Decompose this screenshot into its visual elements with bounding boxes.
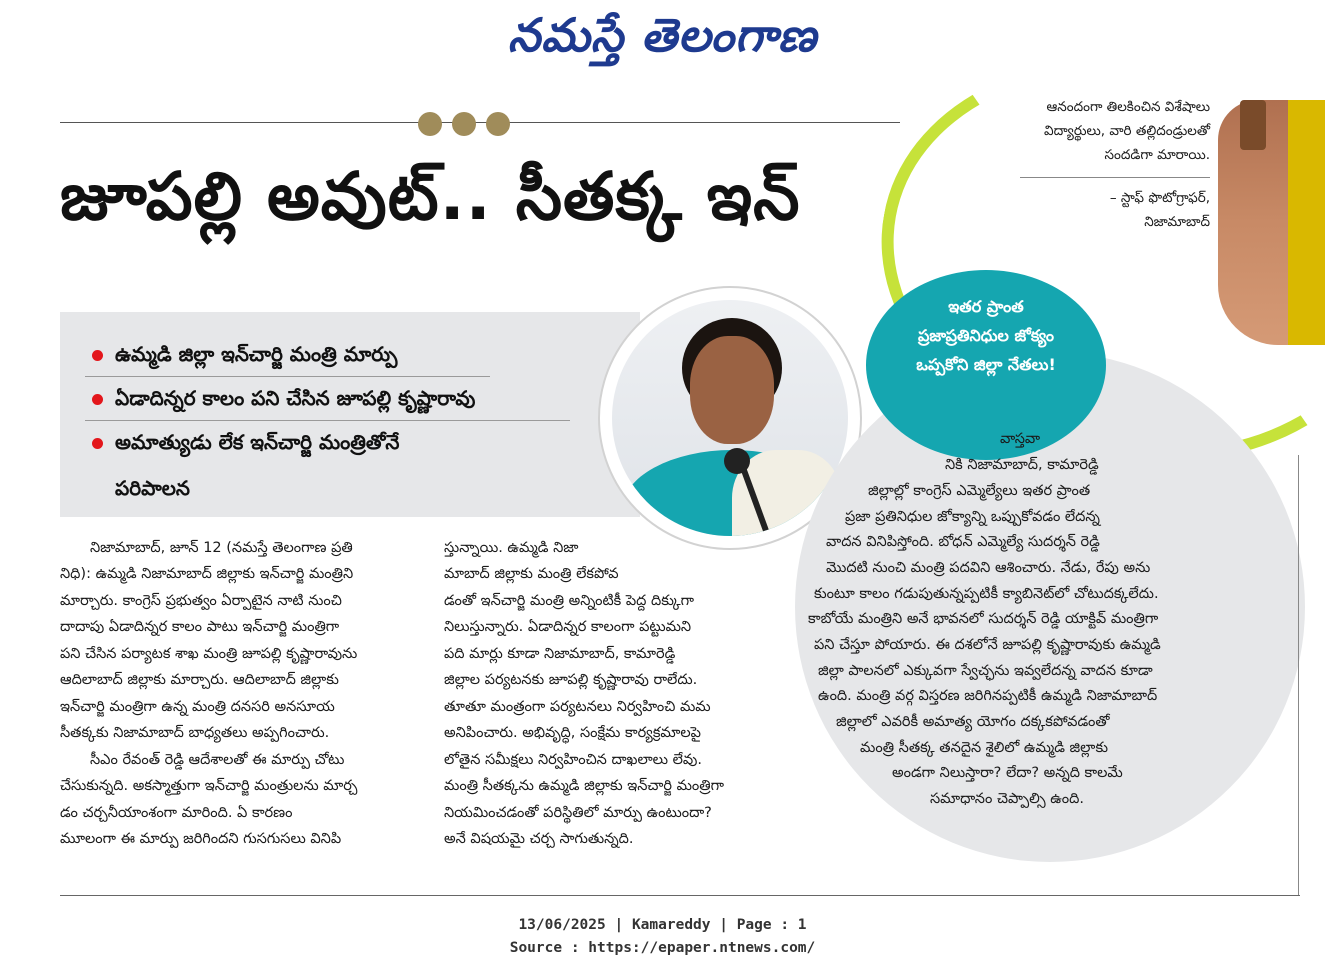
article-line: ప్రజా ప్రతినిధుల జోక్యాన్ని ఒప్పుకోవడం లేదన్న [845, 509, 1100, 525]
article-line: వాదన వినిపిస్తోంది. బోధన్ ఎమ్మెల్యే సుదర్శన్ రెడ్డి [826, 534, 1100, 550]
article-line: జిల్లాలో ఎవరికీ అమాత్య యోగం దక్కకపోవడంతో [836, 714, 1110, 730]
article-line: సీఎం రేవంత్ రెడ్డి ఆదేశాలతో ఈ మార్పు చోటు [90, 752, 345, 768]
bullet-icon [92, 394, 103, 405]
footer-source-link[interactable]: Source : https://epaper.ntnews.com/ [509, 940, 816, 956]
article-line: జిల్లాల్లో కాంగ్రెస్ ఎమ్మెల్యేలు ఇతర ప్రాంత [868, 483, 1091, 499]
article-line: సమాధానం చెప్పాల్సి ఉంది. [930, 791, 1084, 807]
article-line: మూలంగా ఈ మార్పు జరిగిందని గుసగుసలు వినిపి [60, 831, 342, 847]
article-line: అనే విషయమై చర్చ సాగుతున్నది. [444, 831, 634, 847]
article-line: అండగా నిలుస్తారా? లేదా? అన్నది కాలమే [892, 765, 1123, 781]
headline: జూపల్లి అవుట్.. సీతక్క ఇన్ [60, 158, 801, 235]
article-line: నిధి): ఉమ్మడి నిజామాబాద్ జిల్లాకు ఇన్‌చార్జి మంత్రిని [60, 566, 354, 582]
highlight-text: పరిపాలన [115, 476, 190, 500]
article-line: పని చేస్తూ పోయారు. ఈ దశలోనే జూపల్లి కృష్ణారావుకు ఉమ్మడి [814, 637, 1161, 653]
highlight-text: ఉమ్మడి జిల్లా ఇన్‌చార్జి మంత్రి మార్పు [115, 342, 398, 366]
article-line: జిల్లా పాలనలో ఎక్కువగా స్వేచ్ఛను ఇవ్వలేదన్న వాదన కూడా [818, 663, 1153, 679]
article-line: నియమించడంతో పరిస్థితిలో మార్పు ఉంటుందా? [444, 805, 712, 821]
article-line: తూతూ మంత్రంగా పర్యటనలు నిర్వహించి మమ [444, 699, 711, 715]
article-line: సీతక్కకు నిజామాబాద్ బాధ్యతలు అప్పగించారు. [60, 725, 330, 741]
article-line: మార్చారు. కాంగ్రెస్ ప్రభుత్వం ఏర్పాటైన నాటి నుంచి [60, 593, 342, 609]
highlight-text: ఏడాదిన్నర కాలం పని చేసిన జూపల్లి కృష్ణారావు [115, 386, 476, 410]
footer-date-edition: 13/06/2025 | Kamareddy | Page : 1 [518, 917, 807, 933]
article-line: జిల్లాల పర్యటనకు జూపల్లి కృష్ణారావు రాలేదు. [444, 672, 698, 688]
pull-quote-line: ఇతర ప్రాంత [948, 297, 1024, 316]
highlight-item [92, 342, 397, 371]
decorative-dots [418, 112, 510, 136]
photo-credit-place: నిజామాబాద్ [1144, 214, 1210, 230]
highlight-text: అమాత్యుడు లేక ఇన్‌చార్జి మంత్రితోనే [115, 430, 400, 454]
article-line: నిలుస్తున్నారు. ఏడాదిన్నర కాలంగా పట్టుమని [444, 619, 692, 635]
article-line: నికి నిజామాబాద్, కామారెడ్డి [945, 457, 1099, 473]
article-line: డంతో ఇన్‌చార్జి మంత్రి అన్నింటికీ పెద్ద దిక్కుగా [444, 593, 694, 609]
article-line: ఉంది. మంత్రి వర్గ విస్తరణ జరిగినప్పటికీ ఉమ్మడి నిజామాబాద్ [818, 688, 1158, 704]
article-line: పని చేసిన పర్యాటక శాఖ మంత్రి జూపల్లి కృష్ణారావును [60, 646, 358, 662]
pull-quote-bubble [866, 270, 1106, 460]
article-line: కుంటూ కాలం గడుపుతున్నప్పటికీ క్యాబినెట్‌లో చోటుదక్కలేదు. [814, 586, 1159, 602]
article-line: డం చర్చనీయాంశంగా మారింది. ఏ కారణం [60, 805, 293, 821]
caption-line: ఆనందంగా తిలకించిన విశేషాలు [1046, 99, 1210, 115]
bell-icon [1240, 100, 1266, 150]
masthead-logo: నమస్తే తెలంగాణ [507, 8, 818, 62]
bottom-rule [60, 895, 1300, 896]
article-line: లోతైన సమీక్షలు నిర్వహించిన దాఖలాలు లేవు. [444, 752, 702, 768]
caption-line: విద్యార్థులు, వారి తల్లిదండ్రులతో [1044, 123, 1210, 139]
highlight-item [92, 430, 399, 459]
article-line: కాబోయే మంత్రిని అనే భావనలో సుదర్శన్ రెడ్డి యాక్టివ్ మంత్రిగా [808, 611, 1159, 627]
caption-rule [1020, 177, 1210, 178]
article-line: ఇన్‌చార్జి మంత్రిగా ఉన్న మంత్రి దనసరి అనసూయ [60, 699, 335, 715]
article-line: స్తున్నాయి. ఉమ్మడి నిజా [444, 540, 579, 556]
article-line: ఆదిలాబాద్ జిల్లాకు మార్చారు. ఆదిలాబాద్ జిల్లాకు [60, 672, 339, 688]
article-line: పది మార్లు కూడా నిజామాబాద్, కామారెడ్డి [444, 646, 676, 662]
pull-quote-line: ఒప్పకోని జిల్లా నేతలు! [916, 355, 1056, 374]
article-line: మొదటి నుంచి మంత్రి పదవిని ఆశించారు. నేడు, రేపు అను [826, 560, 1151, 576]
article-line: దాదాపు ఏడాదిన్నర కాలం పాటు ఇన్‌చార్జి మంత్రిగా [60, 619, 340, 635]
bullet-icon [92, 350, 103, 361]
highlight-item-continued [115, 476, 190, 505]
article-line: వాస్తవా [1000, 431, 1041, 447]
highlight-item [92, 386, 475, 415]
photo-fragment-hand [1218, 100, 1325, 345]
article-line: మంత్రి సీతక్కను ఉమ్మడి జిల్లాకు ఇన్‌చార్జి మంత్రిగా [444, 778, 724, 794]
right-border [1298, 455, 1299, 895]
article-line: నిజామాబాద్, జూన్ 12 (నమస్తే తెలంగాణ ప్రతి [90, 540, 353, 556]
caption-line: సందడిగా మారాయి. [1104, 147, 1210, 163]
article-line: అనిపించారు. అభివృద్ధి, సంక్షేమ కార్యక్రమాలపై [444, 725, 701, 741]
article-line: మంత్రి సీతక్క తనదైన శైలిలో ఉమ్మడి జిల్లాకు [860, 740, 1109, 756]
photo-credit: – స్టాఫ్ ఫొటోగ్రాఫర్, [1109, 190, 1210, 206]
bullet-icon [92, 438, 103, 449]
article-line: మాబాద్ జిల్లాకు మంత్రి లేకపోవ [444, 566, 619, 582]
highlights-box [60, 312, 640, 517]
pull-quote-line: ప్రజాప్రతినిధుల జోక్యం [917, 326, 1054, 345]
article-line: చేసుకున్నది. అకస్మాత్తుగా ఇన్‌చార్జి మంత్రులను మార్చ [60, 778, 358, 794]
photo-caption [960, 95, 1210, 234]
